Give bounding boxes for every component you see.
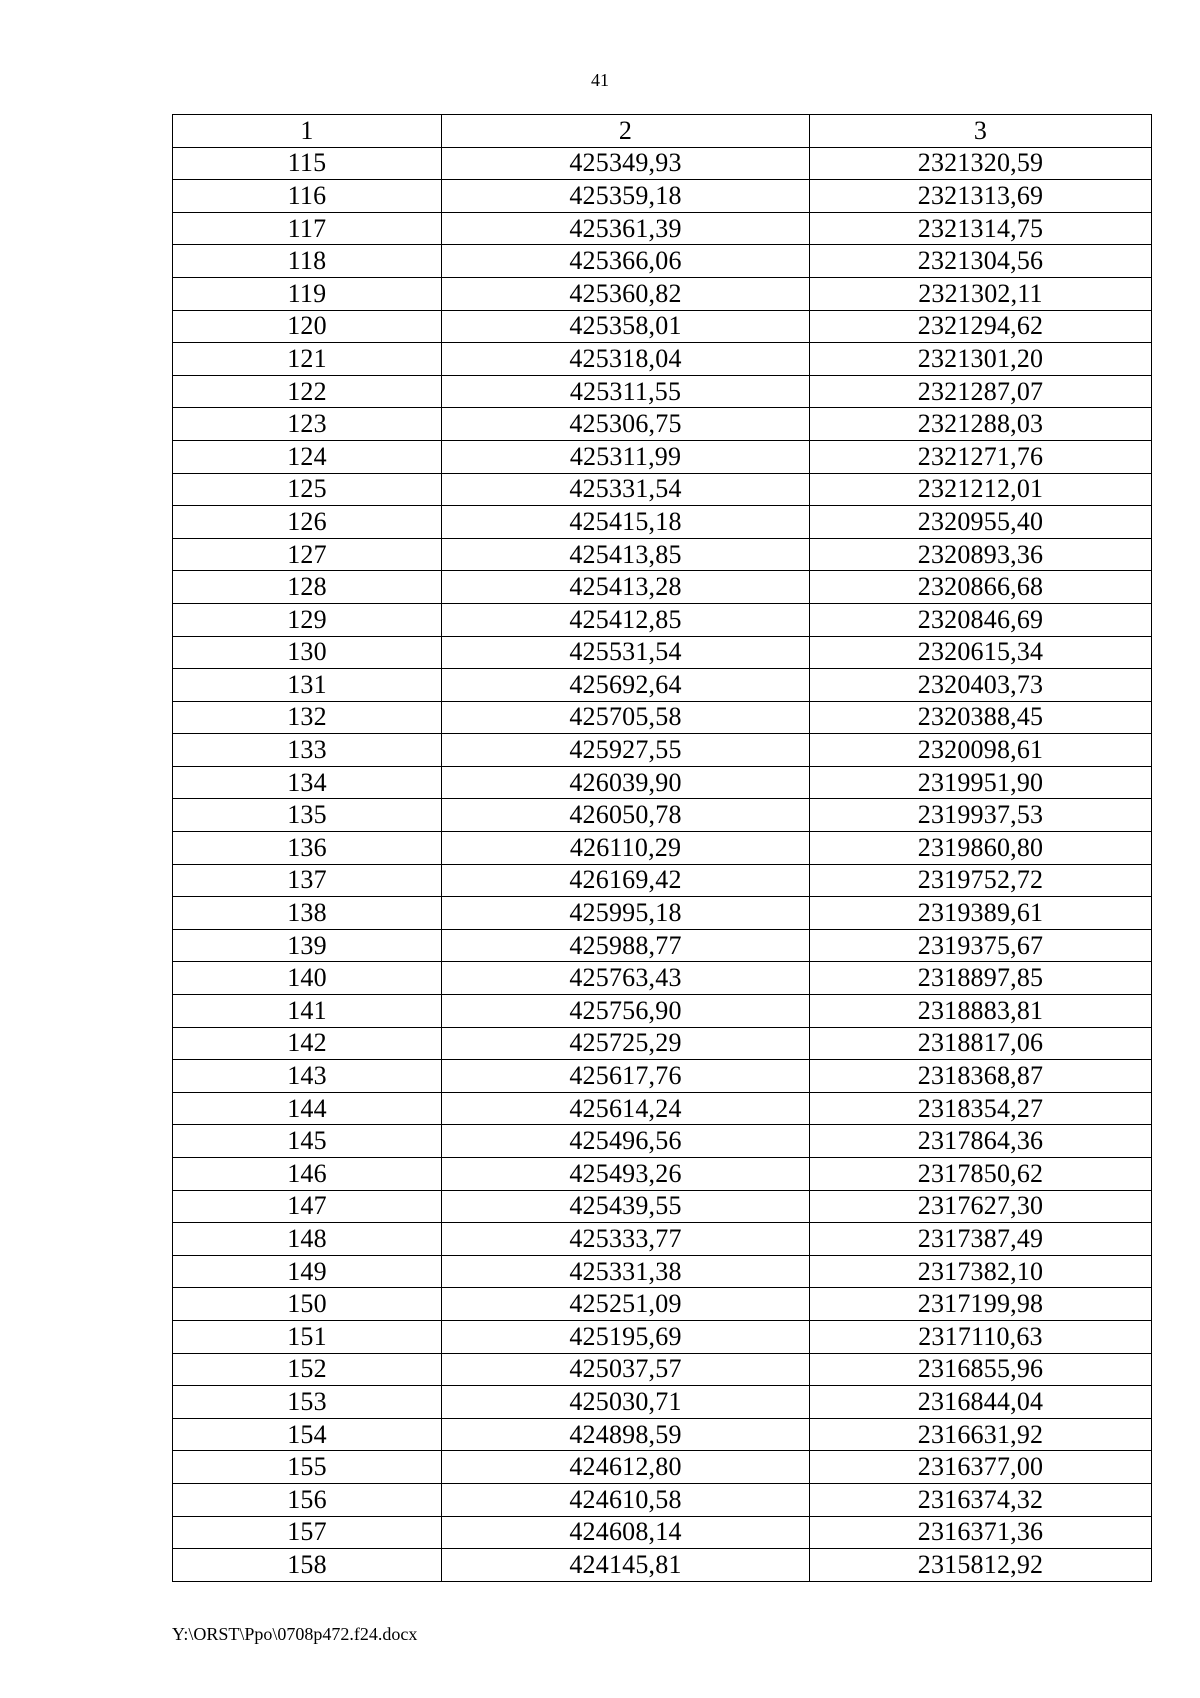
- point-number-cell: 150: [173, 1288, 442, 1321]
- page-number: 41: [591, 70, 609, 90]
- point-number-cell: 149: [173, 1255, 442, 1288]
- x-coordinate-cell: 425415,18: [442, 506, 810, 539]
- table-row: [173, 1516, 1152, 1549]
- x-coordinate-cell: 426039,90: [442, 766, 810, 799]
- x-coordinate-cell: 424608,14: [442, 1516, 810, 1549]
- point-number-cell: 146: [173, 1158, 442, 1191]
- table-row: [173, 799, 1152, 832]
- x-coordinate-cell: 424612,80: [442, 1451, 810, 1484]
- y-coordinate-cell: 2319937,53: [810, 799, 1152, 832]
- header-cell-1: 1: [173, 115, 442, 148]
- y-coordinate-cell: 2319389,61: [810, 897, 1152, 930]
- x-coordinate-cell: 426110,29: [442, 832, 810, 865]
- point-number-cell: 128: [173, 571, 442, 604]
- point-number-cell: 134: [173, 766, 442, 799]
- y-coordinate-cell: 2320403,73: [810, 669, 1152, 702]
- x-coordinate-cell: 425358,01: [442, 310, 810, 343]
- point-number-cell: 142: [173, 1027, 442, 1060]
- table-row: [173, 864, 1152, 897]
- point-number-cell: 138: [173, 897, 442, 930]
- point-number-cell: 116: [173, 180, 442, 213]
- table-row: [173, 473, 1152, 506]
- table-row: [173, 1386, 1152, 1419]
- x-coordinate-cell: 425496,56: [442, 1125, 810, 1158]
- header-cell-2: 2: [442, 115, 810, 148]
- table-row: [173, 245, 1152, 278]
- x-coordinate-cell: 425331,38: [442, 1255, 810, 1288]
- footer-file-path: Y:\ORST\Ppo\0708p472.f24.docx: [172, 1624, 418, 1644]
- x-coordinate-cell: 425927,55: [442, 734, 810, 767]
- table-row: [173, 1451, 1152, 1484]
- point-number-cell: 124: [173, 440, 442, 473]
- point-number-cell: 118: [173, 245, 442, 278]
- x-coordinate-cell: 425311,99: [442, 440, 810, 473]
- table-row: [173, 1158, 1152, 1191]
- point-number-cell: 132: [173, 701, 442, 734]
- table-row: [173, 440, 1152, 473]
- y-coordinate-cell: 2317110,63: [810, 1320, 1152, 1353]
- point-number-cell: 122: [173, 375, 442, 408]
- table-row: [173, 571, 1152, 604]
- x-coordinate-cell: 425995,18: [442, 897, 810, 930]
- y-coordinate-cell: 2316631,92: [810, 1418, 1152, 1451]
- x-coordinate-cell: 424145,81: [442, 1549, 810, 1582]
- y-coordinate-cell: 2319951,90: [810, 766, 1152, 799]
- table-row: [173, 343, 1152, 376]
- x-coordinate-cell: 425988,77: [442, 929, 810, 962]
- point-number-cell: 119: [173, 277, 442, 310]
- table-row: [173, 180, 1152, 213]
- y-coordinate-cell: 2321302,11: [810, 277, 1152, 310]
- table-row: [173, 1288, 1152, 1321]
- x-coordinate-cell: 425531,54: [442, 636, 810, 669]
- y-coordinate-cell: 2321304,56: [810, 245, 1152, 278]
- table-row: [173, 538, 1152, 571]
- y-coordinate-cell: 2321301,20: [810, 343, 1152, 376]
- coordinates-table: [172, 114, 1152, 1582]
- y-coordinate-cell: 2319752,72: [810, 864, 1152, 897]
- x-coordinate-cell: 425366,06: [442, 245, 810, 278]
- table-row: [173, 766, 1152, 799]
- point-number-cell: 147: [173, 1190, 442, 1223]
- table-row: [173, 669, 1152, 702]
- table-row: [173, 701, 1152, 734]
- y-coordinate-cell: 2320893,36: [810, 538, 1152, 571]
- point-number-cell: 131: [173, 669, 442, 702]
- point-number-cell: 120: [173, 310, 442, 343]
- y-coordinate-cell: 2316371,36: [810, 1516, 1152, 1549]
- table-row: [173, 1353, 1152, 1386]
- point-number-cell: 123: [173, 408, 442, 441]
- table-row: [173, 603, 1152, 636]
- y-coordinate-cell: 2320846,69: [810, 603, 1152, 636]
- table-row: [173, 375, 1152, 408]
- y-coordinate-cell: 2320615,34: [810, 636, 1152, 669]
- point-number-cell: 136: [173, 832, 442, 865]
- header-cell-3: 3: [810, 115, 1152, 148]
- point-number-cell: 130: [173, 636, 442, 669]
- x-coordinate-cell: 425359,18: [442, 180, 810, 213]
- table-row: [173, 1255, 1152, 1288]
- point-number-cell: 158: [173, 1549, 442, 1582]
- point-number-cell: 144: [173, 1092, 442, 1125]
- y-coordinate-cell: 2320866,68: [810, 571, 1152, 604]
- y-coordinate-cell: 2316844,04: [810, 1386, 1152, 1419]
- point-number-cell: 151: [173, 1320, 442, 1353]
- point-number-cell: 153: [173, 1386, 442, 1419]
- y-coordinate-cell: 2321313,69: [810, 180, 1152, 213]
- x-coordinate-cell: 425705,58: [442, 701, 810, 734]
- table-row: [173, 1223, 1152, 1256]
- point-number-cell: 152: [173, 1353, 442, 1386]
- point-number-cell: 115: [173, 147, 442, 180]
- table-row: [173, 1027, 1152, 1060]
- x-coordinate-cell: 425725,29: [442, 1027, 810, 1060]
- y-coordinate-cell: 2316855,96: [810, 1353, 1152, 1386]
- table-row: [173, 929, 1152, 962]
- y-coordinate-cell: 2318883,81: [810, 995, 1152, 1028]
- table-row: [173, 897, 1152, 930]
- x-coordinate-cell: 424898,59: [442, 1418, 810, 1451]
- point-number-cell: 157: [173, 1516, 442, 1549]
- y-coordinate-cell: 2316374,32: [810, 1483, 1152, 1516]
- x-coordinate-cell: 425413,28: [442, 571, 810, 604]
- table-row: [173, 310, 1152, 343]
- y-coordinate-cell: 2320098,61: [810, 734, 1152, 767]
- x-coordinate-cell: 425412,85: [442, 603, 810, 636]
- x-coordinate-cell: 425360,82: [442, 277, 810, 310]
- point-number-cell: 143: [173, 1060, 442, 1093]
- x-coordinate-cell: 424610,58: [442, 1483, 810, 1516]
- point-number-cell: 139: [173, 929, 442, 962]
- y-coordinate-cell: 2317382,10: [810, 1255, 1152, 1288]
- x-coordinate-cell: 425439,55: [442, 1190, 810, 1223]
- x-coordinate-cell: 425349,93: [442, 147, 810, 180]
- x-coordinate-cell: 425413,85: [442, 538, 810, 571]
- y-coordinate-cell: 2321212,01: [810, 473, 1152, 506]
- table-row: [173, 1092, 1152, 1125]
- y-coordinate-cell: 2321271,76: [810, 440, 1152, 473]
- y-coordinate-cell: 2321294,62: [810, 310, 1152, 343]
- y-coordinate-cell: 2318817,06: [810, 1027, 1152, 1060]
- x-coordinate-cell: 425251,09: [442, 1288, 810, 1321]
- y-coordinate-cell: 2321320,59: [810, 147, 1152, 180]
- table-row: [173, 1320, 1152, 1353]
- x-coordinate-cell: 425692,64: [442, 669, 810, 702]
- y-coordinate-cell: 2317864,36: [810, 1125, 1152, 1158]
- x-coordinate-cell: 425617,76: [442, 1060, 810, 1093]
- x-coordinate-cell: 425614,24: [442, 1092, 810, 1125]
- point-number-cell: 141: [173, 995, 442, 1028]
- table-row: [173, 1125, 1152, 1158]
- y-coordinate-cell: 2320955,40: [810, 506, 1152, 539]
- x-coordinate-cell: 425361,39: [442, 212, 810, 245]
- y-coordinate-cell: 2318354,27: [810, 1092, 1152, 1125]
- y-coordinate-cell: 2315812,92: [810, 1549, 1152, 1582]
- table-row: [173, 1060, 1152, 1093]
- y-coordinate-cell: 2319375,67: [810, 929, 1152, 962]
- point-number-cell: 140: [173, 962, 442, 995]
- x-coordinate-cell: 425331,54: [442, 473, 810, 506]
- x-coordinate-cell: 425333,77: [442, 1223, 810, 1256]
- table-row: [173, 277, 1152, 310]
- y-coordinate-cell: 2319860,80: [810, 832, 1152, 865]
- x-coordinate-cell: 425318,04: [442, 343, 810, 376]
- point-number-cell: 133: [173, 734, 442, 767]
- y-coordinate-cell: 2317199,98: [810, 1288, 1152, 1321]
- point-number-cell: 155: [173, 1451, 442, 1484]
- point-number-cell: 137: [173, 864, 442, 897]
- x-coordinate-cell: 425030,71: [442, 1386, 810, 1419]
- point-number-cell: 156: [173, 1483, 442, 1516]
- point-number-cell: 121: [173, 343, 442, 376]
- point-number-cell: 135: [173, 799, 442, 832]
- x-coordinate-cell: 426050,78: [442, 799, 810, 832]
- table-row: [173, 734, 1152, 767]
- x-coordinate-cell: 425493,26: [442, 1158, 810, 1191]
- point-number-cell: 148: [173, 1223, 442, 1256]
- table-row: [173, 1549, 1152, 1582]
- x-coordinate-cell: 425306,75: [442, 408, 810, 441]
- point-number-cell: 126: [173, 506, 442, 539]
- table-row: [173, 147, 1152, 180]
- point-number-cell: 145: [173, 1125, 442, 1158]
- table-row: [173, 832, 1152, 865]
- x-coordinate-cell: 425195,69: [442, 1320, 810, 1353]
- x-coordinate-cell: 425037,57: [442, 1353, 810, 1386]
- table-row: [173, 636, 1152, 669]
- table-row: [173, 506, 1152, 539]
- y-coordinate-cell: 2317387,49: [810, 1223, 1152, 1256]
- point-number-cell: 117: [173, 212, 442, 245]
- table-row: [173, 962, 1152, 995]
- point-number-cell: 154: [173, 1418, 442, 1451]
- point-number-cell: 125: [173, 473, 442, 506]
- y-coordinate-cell: 2317850,62: [810, 1158, 1152, 1191]
- y-coordinate-cell: 2318897,85: [810, 962, 1152, 995]
- y-coordinate-cell: 2321287,07: [810, 375, 1152, 408]
- y-coordinate-cell: 2318368,87: [810, 1060, 1152, 1093]
- x-coordinate-cell: 425311,55: [442, 375, 810, 408]
- y-coordinate-cell: 2320388,45: [810, 701, 1152, 734]
- y-coordinate-cell: 2317627,30: [810, 1190, 1152, 1223]
- table-header-row: [173, 115, 1152, 148]
- table-row: [173, 1483, 1152, 1516]
- y-coordinate-cell: 2316377,00: [810, 1451, 1152, 1484]
- y-coordinate-cell: 2321288,03: [810, 408, 1152, 441]
- point-number-cell: 127: [173, 538, 442, 571]
- x-coordinate-cell: 426169,42: [442, 864, 810, 897]
- x-coordinate-cell: 425756,90: [442, 995, 810, 1028]
- point-number-cell: 129: [173, 603, 442, 636]
- table-row: [173, 212, 1152, 245]
- table-row: [173, 408, 1152, 441]
- table-row: [173, 995, 1152, 1028]
- table-row: [173, 1418, 1152, 1451]
- x-coordinate-cell: 425763,43: [442, 962, 810, 995]
- table-row: [173, 1190, 1152, 1223]
- coordinates-table-body: [173, 115, 1152, 1582]
- y-coordinate-cell: 2321314,75: [810, 212, 1152, 245]
